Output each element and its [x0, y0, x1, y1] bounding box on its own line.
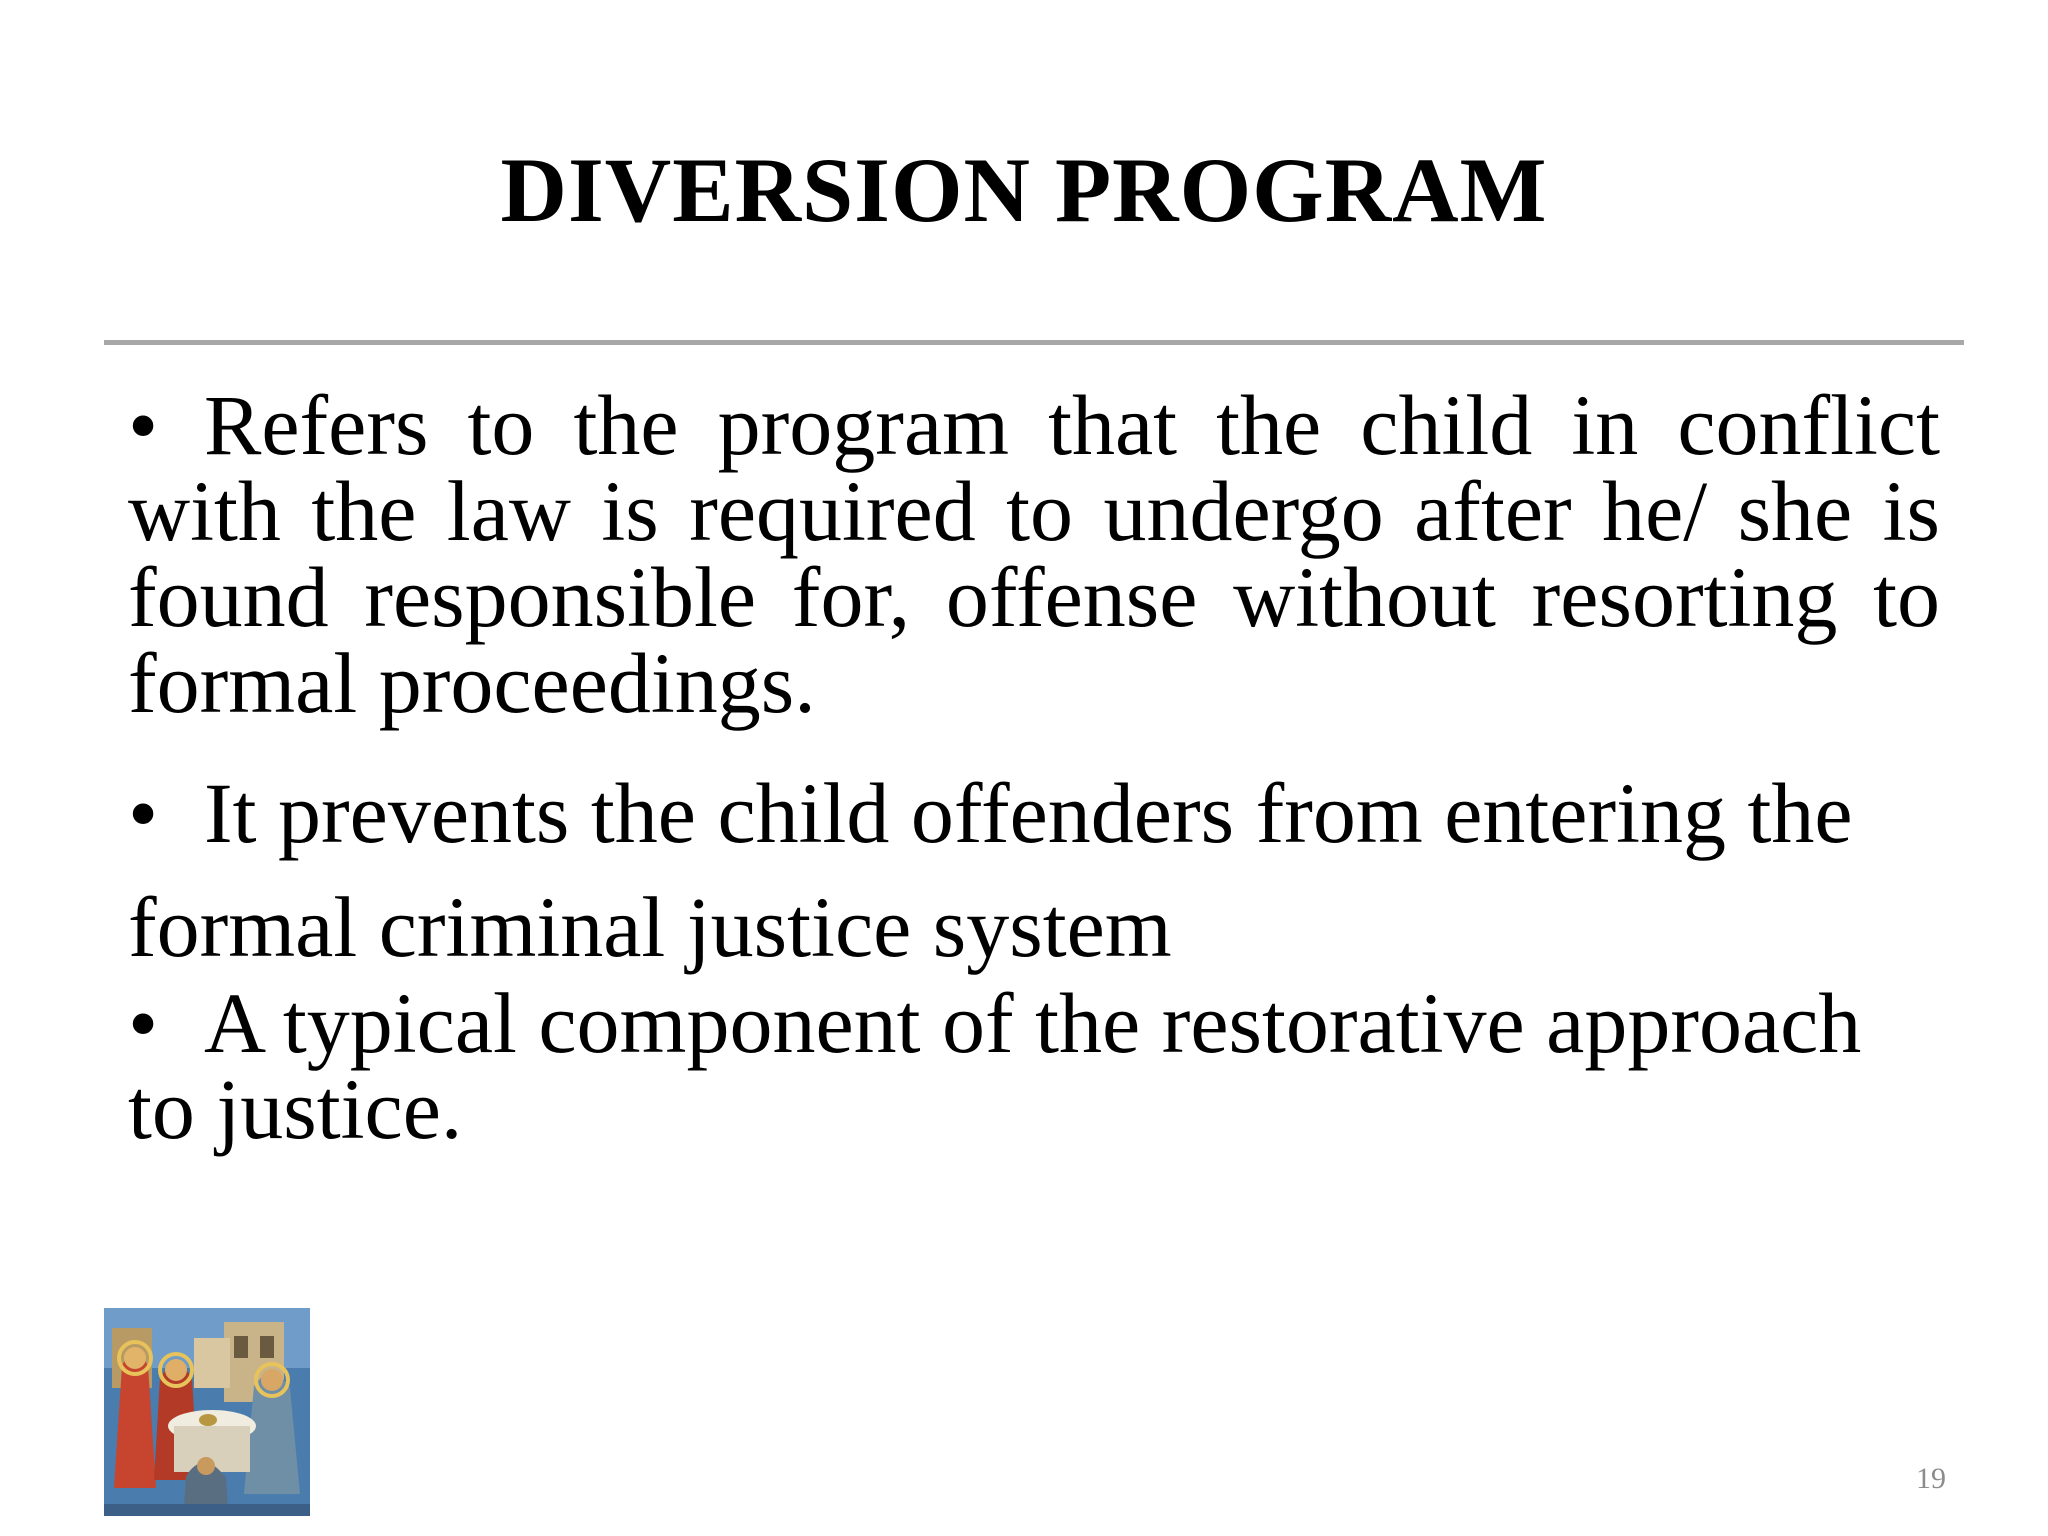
bullet-item: [128, 377, 1940, 731]
bullet-item: [128, 756, 1940, 984]
bullet-dot: •: [128, 765, 159, 861]
bullet-dot: •: [128, 975, 159, 1071]
title-divider: [104, 340, 1964, 345]
bullet-text: A typical component of the restorative approach to justice.: [128, 975, 1862, 1157]
bullet-text: Refers to the program that the child in conflict with the law is required to undergo after he/ she is found responsible for, offense without resorting to formal proceedings.: [128, 377, 1940, 731]
slide-title: DIVERSION PROGRAM: [500, 139, 1548, 241]
bullet-dot: •: [128, 377, 159, 473]
page-number: 19: [1916, 1462, 1946, 1495]
bullet-list: [128, 377, 1940, 1157]
bullet-text: It prevents the child offenders from entering the formal criminal justice system: [128, 765, 1853, 975]
icon-painting-image: [104, 1308, 310, 1516]
bullet-item: [128, 975, 1940, 1157]
